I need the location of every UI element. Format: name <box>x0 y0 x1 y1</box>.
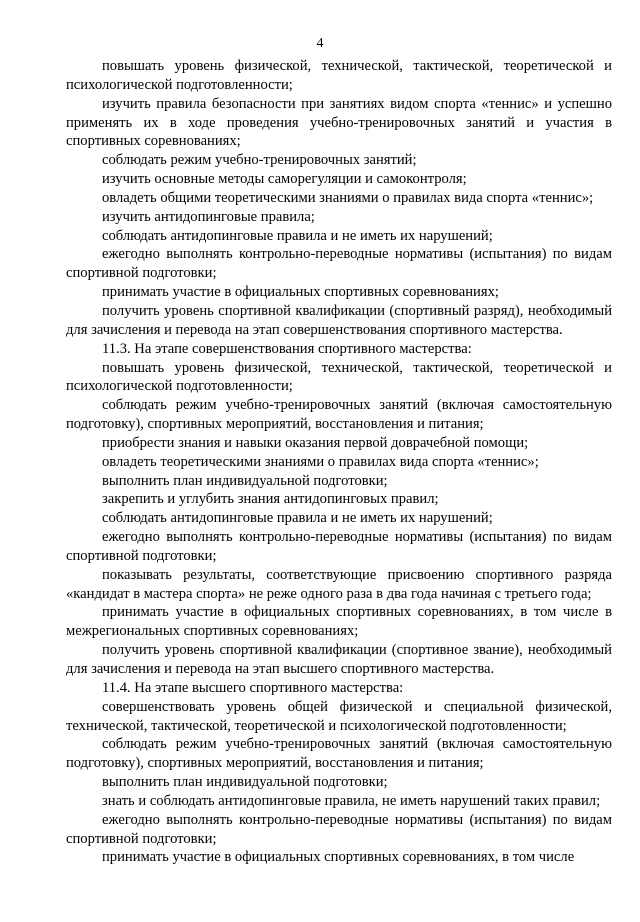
paragraph: совершенствовать уровень общей физической и специальной физической, технической, тактической, теоретической и психологической подготовленности; <box>66 698 612 734</box>
page-number: 4 <box>316 36 324 51</box>
paragraph: выполнить план индивидуальной подготовки; <box>102 774 388 791</box>
paragraph: повышать уровень физической, технической, тактической, теоретической и психологической подготовленности; <box>66 58 612 93</box>
paragraph: соблюдать режим учебно-тренировочных занятий (включая самостоятельную подготовку), спортивных мероприятий, восстановления и питания; <box>66 736 612 772</box>
paragraph: соблюдать антидопинговые правила и не иметь их нарушений; <box>102 227 493 244</box>
paragraph: показывать результаты, соответствующие присвоению спортивного разряда «кандидат в мастера спорта» не реже одного раза в два года начиная с третьего года; <box>66 566 612 602</box>
paragraph: изучить правила безопасности при занятиях видом спорта «теннис» и успешно применять их в ходе проведения учебно-тренировочных занятий и участия в спортивных соревнованиях; <box>66 95 612 150</box>
paragraph: закрепить и углубить знания антидопинговых правил; <box>102 491 439 508</box>
paragraph: выполнить план индивидуальной подготовки; <box>102 472 388 489</box>
paragraph: соблюдать режим учебно-тренировочных занятий; <box>102 152 417 169</box>
paragraph: овладеть общими теоретическими знаниями о правилах вида спорта «теннис»; <box>102 189 594 206</box>
paragraph: ежегодно выполнять контрольно-переводные нормативы (испытания) по видам спортивной подготовки; <box>66 811 612 847</box>
paragraph: изучить антидопинговые правила; <box>102 208 315 225</box>
section-heading-11-3: 11.3. На этапе совершенствования спортивного мастерства: <box>102 340 472 357</box>
paragraph: соблюдать антидопинговые правила и не иметь их нарушений; <box>102 510 493 527</box>
section-heading-11-4: 11.4. На этапе высшего спортивного мастерства: <box>102 679 404 696</box>
paragraph: ежегодно выполнять контрольно-переводные нормативы (испытания) по видам спортивной подготовки; <box>66 246 612 282</box>
paragraph: повышать уровень физической, технической, тактической, теоретической и психологической подготовленности; <box>66 359 612 395</box>
paragraph: получить уровень спортивной квалификации (спортивный разряд), необходимый для зачисления и перевода на этап совершенствования спортивного мастерства. <box>66 302 612 338</box>
paragraph: получить уровень спортивной квалификации (спортивное звание), необходимый для зачисления и перевода на этап высшего спортивного мастерства. <box>66 642 612 677</box>
paragraph: принимать участие в официальных спортивных соревнованиях, в том числе <box>102 849 575 866</box>
paragraph: изучить основные методы саморегуляции и самоконтроля; <box>102 171 467 188</box>
paragraph: соблюдать режим учебно-тренировочных занятий (включая самостоятельную подготовку), спортивных мероприятий, восстановления и питания; <box>66 397 612 433</box>
paragraph: ежегодно выполнять контрольно-переводные нормативы (испытания) по видам спортивной подготовки; <box>66 529 612 564</box>
paragraph: приобрести знания и навыки оказания первой доврачебной помощи; <box>102 434 529 451</box>
paragraph: знать и соблюдать антидопинговые правила, не иметь нарушений таких правил; <box>102 792 601 809</box>
paragraph: принимать участие в официальных спортивных соревнованиях; <box>102 284 499 301</box>
document-body <box>66 57 612 867</box>
paragraph: овладеть теоретическими знаниями о правилах вида спорта «теннис»; <box>102 453 539 470</box>
paragraph: принимать участие в официальных спортивных соревнованиях, в том числе в межрегиональных спортивных соревнованиях; <box>66 604 612 640</box>
